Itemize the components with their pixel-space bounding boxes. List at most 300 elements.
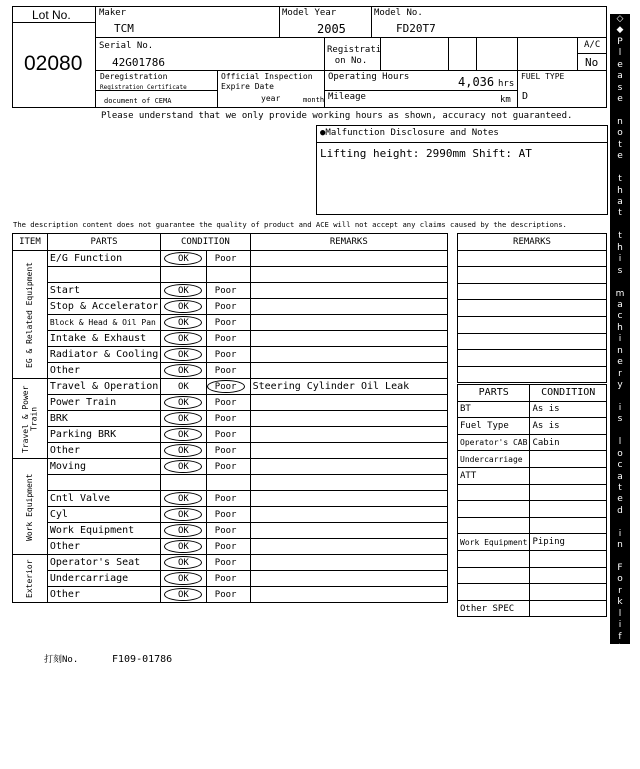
- ok-cell[interactable]: [161, 347, 206, 363]
- dereg-label: Deregistration: [100, 72, 168, 81]
- poor-cell[interactable]: [206, 571, 250, 587]
- spec-part: Undercarriage: [458, 451, 530, 468]
- side-notice-char: [610, 655, 630, 666]
- side-notice-char: P: [617, 665, 623, 676]
- ok-option[interactable]: OK: [164, 316, 202, 329]
- registration-label: Registrati on No.: [327, 45, 382, 66]
- ok-cell[interactable]: [161, 491, 206, 507]
- malfunction-title: ●Malfunction Disclosure and Notes: [320, 128, 499, 138]
- right-parts-table: [457, 384, 607, 617]
- poor-cell[interactable]: [206, 587, 250, 603]
- ok-cell[interactable]: [161, 555, 206, 571]
- side-notice: [610, 14, 630, 769]
- poor-option[interactable]: Poor: [214, 318, 237, 328]
- inspection-label: Official Inspection Expire Date: [221, 72, 313, 91]
- spec-condition: As is: [530, 401, 607, 418]
- poor-cell[interactable]: [206, 539, 250, 555]
- poor-cell[interactable]: [206, 395, 250, 411]
- spec-row: [458, 517, 607, 534]
- ok-cell[interactable]: [161, 299, 206, 315]
- remarks-header: REMARKS: [250, 234, 447, 251]
- table-row: [13, 411, 448, 427]
- side-notice-char: s: [617, 82, 623, 93]
- side-notice-char: ◇: [616, 757, 624, 768]
- part-name: Intake & Exhaust: [47, 331, 160, 347]
- poor-cell[interactable]: [206, 491, 250, 507]
- table-row: [13, 395, 448, 411]
- table-row: [13, 523, 448, 539]
- table-row: [13, 315, 448, 331]
- footer-label: 打刻No.: [44, 655, 79, 665]
- poor-option[interactable]: Poor: [214, 302, 237, 312]
- ok-option[interactable]: OK: [164, 460, 202, 473]
- lot-label: Lot No.: [32, 8, 71, 22]
- part-name: Other: [47, 443, 160, 459]
- side-notice-char: l: [618, 437, 622, 448]
- poor-option[interactable]: Poor: [214, 286, 237, 296]
- ok-option[interactable]: OK: [164, 300, 202, 313]
- side-notice-char: i: [618, 528, 622, 539]
- remark-cell: [250, 267, 447, 283]
- ok-option[interactable]: OK: [164, 332, 202, 345]
- spec-condition: [530, 600, 607, 617]
- side-notice-char: t: [618, 231, 622, 242]
- side-notice-char: [610, 552, 630, 563]
- remark-cell: [250, 299, 447, 315]
- table-row: [13, 251, 448, 267]
- remark-row: [458, 250, 607, 267]
- poor-option[interactable]: Poor: [214, 414, 237, 424]
- ac-label: A/C: [584, 40, 601, 50]
- year-label: year: [261, 94, 281, 103]
- side-notice-char: r: [618, 368, 622, 379]
- part-name: [47, 475, 160, 491]
- side-notice-char: e: [617, 151, 623, 162]
- ok-cell[interactable]: [161, 363, 206, 379]
- poor-option[interactable]: Poor: [214, 526, 237, 536]
- side-notice-char: s: [617, 265, 623, 276]
- ok-cell[interactable]: [161, 539, 206, 555]
- ok-cell[interactable]: [161, 443, 206, 459]
- side-notice-char: e: [617, 59, 623, 70]
- reg-cert-label: Registration Certificate: [100, 84, 187, 91]
- remark-cell: [250, 523, 447, 539]
- ok-cell[interactable]: [161, 315, 206, 331]
- table-row: [13, 267, 448, 283]
- poor-cell[interactable]: [206, 363, 250, 379]
- poor-option[interactable]: Poor: [214, 398, 237, 408]
- spec-row: [458, 484, 607, 501]
- poor-cell[interactable]: [206, 475, 250, 491]
- op-hours-value: 4,036: [458, 75, 495, 89]
- spec-part: [458, 550, 530, 567]
- poor-option[interactable]: Poor: [214, 334, 237, 344]
- side-notice-char: ◇: [616, 14, 624, 24]
- part-name: Power Train: [47, 395, 160, 411]
- part-name: Cntl Valve: [47, 491, 160, 507]
- poor-cell[interactable]: [206, 347, 250, 363]
- remark-cell: [250, 539, 447, 555]
- spec-row: [458, 567, 607, 584]
- side-notice-char: n: [617, 540, 623, 551]
- side-notice-char: [610, 220, 630, 231]
- remark-cell: [250, 395, 447, 411]
- remark-cell: [250, 555, 447, 571]
- spec-row: [458, 401, 607, 418]
- side-notice-char: i: [618, 711, 622, 722]
- remark-cell: [458, 316, 607, 333]
- side-notice-char: a: [617, 299, 623, 310]
- side-notice-char: r: [618, 585, 622, 596]
- table-row: [13, 347, 448, 363]
- poor-cell[interactable]: [206, 443, 250, 459]
- ok-option[interactable]: OK: [164, 524, 202, 537]
- side-notice-char: o: [617, 574, 623, 585]
- parts-header: PARTS: [47, 234, 160, 251]
- ok-option[interactable]: OK: [164, 348, 202, 361]
- right-remarks-table: [457, 233, 607, 383]
- spec-part: [458, 567, 530, 584]
- spec-part: [458, 501, 530, 518]
- ok-cell[interactable]: [161, 331, 206, 347]
- spec-condition: Cabin: [530, 434, 607, 451]
- table-row: [13, 283, 448, 299]
- model-year-value: 2005: [317, 22, 346, 36]
- remark-cell: [250, 571, 447, 587]
- side-notice-char: i: [618, 402, 622, 413]
- ok-cell[interactable]: [161, 395, 206, 411]
- side-notice-char: ◆: [616, 25, 624, 36]
- remark-cell: [250, 315, 447, 331]
- table-row: [13, 571, 448, 587]
- right-parts-header: PARTS: [458, 385, 530, 402]
- remark-row: [458, 283, 607, 300]
- poor-cell[interactable]: [206, 251, 250, 267]
- remark-cell: [250, 587, 447, 603]
- side-notice-char: t: [618, 208, 622, 219]
- side-notice-char: t: [618, 643, 622, 654]
- item-group-label: EG & Related Equipment: [13, 251, 48, 379]
- hours-notice: Please understand that we only provide working hours as shown, accuracy not guaranteed.: [101, 111, 573, 121]
- remark-cell: [458, 350, 607, 367]
- op-hours-label: Operating Hours: [328, 72, 410, 82]
- remark-cell: [458, 267, 607, 284]
- remark-cell: [250, 443, 447, 459]
- remark-cell: [458, 300, 607, 317]
- side-notice-char: g: [617, 734, 623, 745]
- side-notice-char: F: [617, 563, 623, 573]
- part-name: Start: [47, 283, 160, 299]
- ok-option[interactable]: OK: [164, 396, 202, 409]
- side-notice-char: c: [617, 311, 623, 322]
- remark-cell: [458, 366, 607, 383]
- table-row: [13, 587, 448, 603]
- ok-cell[interactable]: [161, 587, 206, 603]
- maker-value: TCM: [114, 22, 134, 35]
- remark-cell: [250, 475, 447, 491]
- ok-option[interactable]: OK: [164, 508, 202, 521]
- item-group-label: Travel & Power Train: [13, 379, 48, 459]
- poor-cell[interactable]: [206, 299, 250, 315]
- ok-cell[interactable]: [161, 459, 206, 475]
- part-name: Undercarriage: [47, 571, 160, 587]
- part-name: Block & Head & Oil Pan: [47, 315, 160, 331]
- ok-cell[interactable]: [161, 427, 206, 443]
- spec-condition: [530, 567, 607, 584]
- spec-condition: [530, 550, 607, 567]
- ok-option[interactable]: OK: [164, 540, 202, 553]
- footer-value: F109-01786: [112, 654, 173, 665]
- poor-cell[interactable]: [206, 427, 250, 443]
- table-row: [13, 539, 448, 555]
- spec-condition: [530, 467, 607, 484]
- table-row: [13, 443, 448, 459]
- side-notice-char: t: [618, 482, 622, 493]
- side-notice-char: h: [617, 185, 623, 196]
- table-row: [13, 379, 448, 395]
- poor-cell[interactable]: [206, 411, 250, 427]
- spec-part: [458, 484, 530, 501]
- table-row: [13, 363, 448, 379]
- poor-cell[interactable]: [206, 283, 250, 299]
- poor-cell[interactable]: [206, 507, 250, 523]
- part-name: Moving: [47, 459, 160, 475]
- side-notice-char: h: [617, 242, 623, 253]
- remark-cell: [250, 507, 447, 523]
- side-notice-char: P: [617, 36, 623, 47]
- side-notice-char: [610, 391, 630, 402]
- spec-row: [458, 451, 607, 468]
- side-notice-char: a: [617, 677, 623, 688]
- remark-cell: [250, 347, 447, 363]
- spec-part: Work Equipment: [458, 534, 530, 551]
- remark-cell: [250, 427, 447, 443]
- poor-option[interactable]: Poor: [214, 446, 237, 456]
- side-notice-char: i: [618, 254, 622, 265]
- remark-cell: [250, 331, 447, 347]
- spec-condition: [530, 517, 607, 534]
- poor-option[interactable]: Poor: [214, 430, 237, 440]
- table-row: [13, 331, 448, 347]
- table-row: [13, 299, 448, 315]
- remark-row: [458, 333, 607, 350]
- ok-cell[interactable]: [161, 379, 206, 395]
- spec-row: [458, 467, 607, 484]
- ok-option[interactable]: OK: [164, 556, 202, 569]
- part-name: Parking BRK: [47, 427, 160, 443]
- side-notice-char: k: [617, 700, 623, 711]
- item-header: ITEM: [13, 234, 48, 251]
- remark-cell: [250, 491, 447, 507]
- table-row: [13, 475, 448, 491]
- poor-cell[interactable]: [206, 555, 250, 571]
- part-name: Other: [47, 539, 160, 555]
- inspection-table: [12, 233, 448, 603]
- ok-option[interactable]: OK: [164, 364, 202, 377]
- remark-cell: [250, 283, 447, 299]
- ac-value: No: [585, 56, 599, 69]
- ok-option[interactable]: OK: [164, 572, 202, 585]
- spec-part: [458, 517, 530, 534]
- poor-cell[interactable]: [206, 379, 250, 395]
- spec-row: [458, 534, 607, 551]
- model-year-label: Model Year: [282, 8, 337, 18]
- fuel-type-value: D: [522, 91, 529, 102]
- poor-option[interactable]: Poor: [214, 462, 237, 472]
- ok-cell[interactable]: [161, 251, 206, 267]
- poor-option[interactable]: Poor: [214, 574, 237, 584]
- part-name: Travel & Operation: [47, 379, 160, 395]
- table-row: [13, 491, 448, 507]
- poor-option[interactable]: Poor: [214, 366, 237, 376]
- ok-option[interactable]: OK: [164, 588, 202, 601]
- side-notice-char: [610, 426, 630, 437]
- remark-row: [458, 316, 607, 333]
- month-label: month: [303, 96, 325, 104]
- remark-cell: [250, 363, 447, 379]
- ok-option[interactable]: OK: [164, 412, 202, 425]
- ok-option[interactable]: OK: [164, 284, 202, 297]
- side-notice-char: a: [617, 471, 623, 482]
- km-unit: km: [500, 95, 511, 105]
- side-notice-char: a: [617, 71, 623, 82]
- malfunction-text: Lifting height: 2990mm Shift: AT: [320, 147, 532, 160]
- side-notice-char: f: [618, 631, 622, 642]
- side-notice-char: [610, 163, 630, 174]
- side-notice-char: [610, 277, 630, 288]
- ok-cell[interactable]: [161, 411, 206, 427]
- fuel-type-label: FUEL TYPE: [521, 72, 565, 81]
- side-notice-char: i: [618, 620, 622, 631]
- ok-option[interactable]: OK: [164, 428, 202, 441]
- side-notice-char: l: [618, 48, 622, 59]
- side-notice-char: a: [617, 197, 623, 207]
- spec-part: Fuel Type: [458, 418, 530, 435]
- spec-part: BT: [458, 401, 530, 418]
- part-name: Operator's Seat: [47, 555, 160, 571]
- poor-cell[interactable]: [206, 267, 250, 283]
- part-name: Work Equipment: [47, 523, 160, 539]
- model-no-label: Model No.: [374, 8, 423, 18]
- ok-cell[interactable]: [161, 507, 206, 523]
- right-condition-header: CONDITION: [530, 385, 607, 402]
- spec-condition: [530, 484, 607, 501]
- ok-option[interactable]: OK: [164, 492, 202, 505]
- side-notice-char: e: [617, 94, 623, 105]
- spec-condition: [530, 451, 607, 468]
- poor-option[interactable]: Poor: [214, 510, 237, 520]
- serial-value: 42G01786: [112, 56, 165, 69]
- poor-cell[interactable]: [206, 315, 250, 331]
- side-notice-char: m: [615, 288, 625, 299]
- spec-row: [458, 600, 607, 617]
- side-notice-char: s: [617, 414, 623, 425]
- poor-option[interactable]: Poor: [214, 254, 237, 264]
- mileage-label: Mileage: [328, 92, 366, 102]
- part-name: Radiator & Cooling: [47, 347, 160, 363]
- side-notice-char: n: [617, 345, 623, 356]
- item-group-label: Work Equipment: [13, 459, 48, 555]
- remark-cell: Steering Cylinder Oil Leak: [250, 379, 447, 395]
- side-notice-char: i: [618, 334, 622, 345]
- disclaimer: The description content does not guarantee the quality of product and ACE will not accept any claims caused by the descriptions.: [13, 220, 567, 229]
- part-name: E/G Function: [47, 251, 160, 267]
- ok-option[interactable]: OK: [164, 444, 202, 457]
- side-notice-char: e: [617, 494, 623, 505]
- side-notice-char: e: [617, 357, 623, 368]
- remark-row: [458, 366, 607, 383]
- remark-cell: [250, 459, 447, 475]
- malfunction-box: [316, 125, 608, 215]
- ok-option[interactable]: OK: [178, 382, 189, 392]
- poor-option[interactable]: Poor: [214, 590, 237, 600]
- part-name: BRK: [47, 411, 160, 427]
- spec-part: Operator's CAB: [458, 434, 530, 451]
- lot-number: 02080: [24, 52, 83, 75]
- remark-row: [458, 350, 607, 367]
- side-notice-char: k: [617, 597, 623, 608]
- spec-row: [458, 550, 607, 567]
- remark-cell: [458, 250, 607, 267]
- spec-row: [458, 418, 607, 435]
- spec-condition: Piping: [530, 534, 607, 551]
- spec-part: Other SPEC: [458, 600, 530, 617]
- poor-option[interactable]: Poor: [214, 494, 237, 504]
- side-notice-char: o: [617, 128, 623, 139]
- ok-option[interactable]: OK: [164, 252, 202, 265]
- ok-cell[interactable]: [161, 283, 206, 299]
- ok-cell[interactable]: [161, 571, 206, 587]
- hrs-unit: hrs: [498, 79, 515, 89]
- item-group-label: Exterior: [13, 555, 48, 603]
- ok-cell[interactable]: [161, 267, 206, 283]
- side-notice-char: t: [618, 139, 622, 150]
- poor-option[interactable]: Poor: [214, 558, 237, 568]
- spec-part: ATT: [458, 467, 530, 484]
- remark-cell: [458, 283, 607, 300]
- side-notice-char: o: [617, 448, 623, 459]
- poor-option[interactable]: Poor: [207, 380, 245, 393]
- side-notice-char: d: [617, 505, 623, 516]
- side-notice-strip: [610, 14, 630, 768]
- remark-row: [458, 267, 607, 284]
- part-name: Other: [47, 587, 160, 603]
- poor-cell[interactable]: [206, 331, 250, 347]
- poor-cell[interactable]: [206, 523, 250, 539]
- side-notice-char: [610, 106, 630, 117]
- poor-cell[interactable]: [206, 459, 250, 475]
- remark-cell: [250, 411, 447, 427]
- maker-label: Maker: [99, 8, 127, 18]
- part-name: Other: [47, 363, 160, 379]
- ok-cell[interactable]: [161, 475, 206, 491]
- part-name: Cyl: [47, 507, 160, 523]
- model-no-value: FD20T7: [396, 22, 436, 35]
- side-notice-char: t: [618, 174, 622, 185]
- poor-option[interactable]: Poor: [214, 542, 237, 552]
- ok-cell[interactable]: [161, 523, 206, 539]
- spec-row: [458, 434, 607, 451]
- poor-option[interactable]: Poor: [214, 350, 237, 360]
- remark-cell: [458, 333, 607, 350]
- cema-label: document of CEMA: [104, 97, 172, 105]
- table-row: [13, 459, 448, 475]
- side-notice-char: l: [618, 608, 622, 619]
- right-remarks-header: REMARKS: [458, 234, 607, 251]
- side-notice-char: n: [617, 116, 623, 127]
- spec-row: [458, 584, 607, 601]
- side-notice-char: [610, 517, 630, 528]
